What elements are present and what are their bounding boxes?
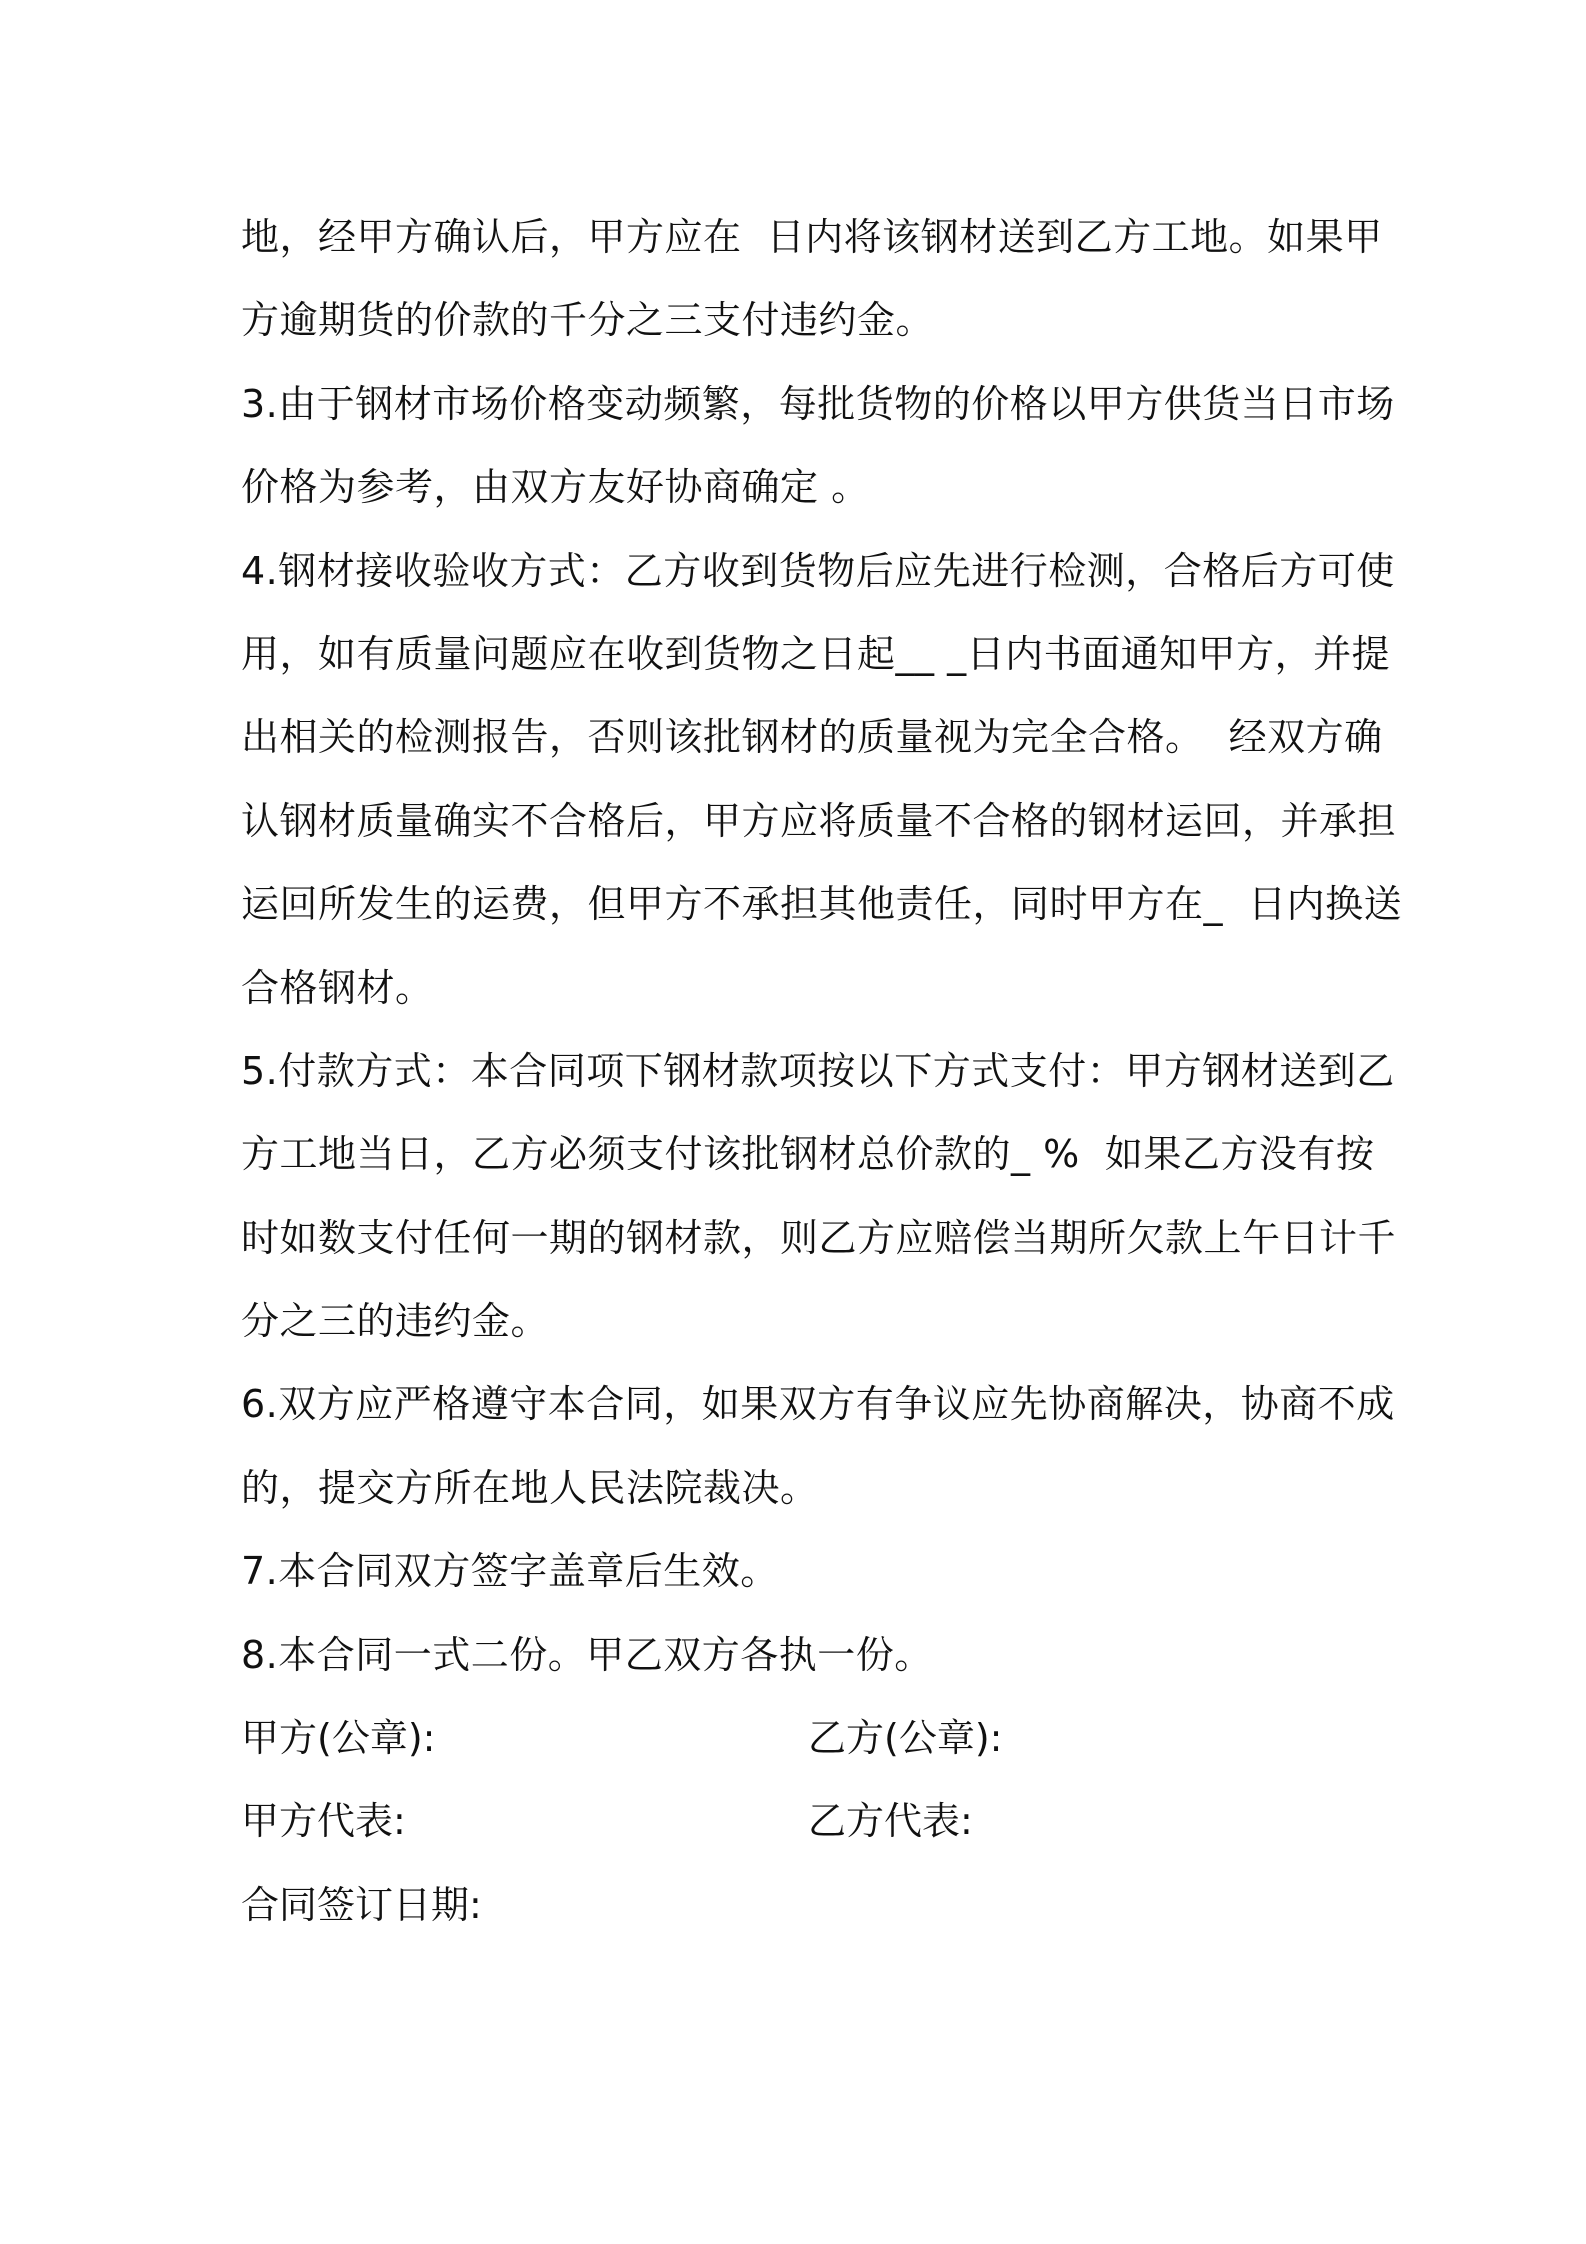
- clause-4-line: 4.钢材接收验收方式：乙方收到货物后应先进行检测，合格后方可使: [241, 548, 1395, 593]
- party-b-seal-label: 乙方(公章):: [808, 1716, 1003, 1761]
- contract-body: [241, 196, 1403, 1947]
- seal-row: [241, 1697, 1371, 1780]
- text-line: 地，经甲方确认后，甲方应在 日内将该钢材送到乙方工地。如果甲: [241, 215, 1383, 259]
- text-line: 方工地当日，乙方必须支付该批钢材总价款的_ % 如果乙方没有按: [241, 1132, 1375, 1177]
- text-line: 方逾期货的价款的千分之三支付违约金。: [241, 298, 935, 343]
- sign-date-label: 合同签订日期:: [241, 1882, 482, 1927]
- text-line: 运回所发生的运费，但甲方不承担其他责任，同时甲方在_ 日内换送: [241, 882, 1403, 927]
- text-line: 价格为参考，由双方友好协商确定 。: [241, 465, 870, 510]
- clause-8-line: 8.本合同一式二份。甲乙双方各执一份。: [241, 1632, 933, 1677]
- text-line: 用，如有质量问题应在收到货物之日起__ _日内书面通知甲方，并提: [241, 631, 1391, 676]
- clause-3-line: 3.由于钢材市场价格变动频繁，每批货物的价格以甲方供货当日市场: [241, 381, 1395, 426]
- text-line: 分之三的违约金。: [241, 1299, 550, 1344]
- clause-6-line: 6.双方应严格遵守本合同，如果双方有争议应先协商解决，协商不成: [241, 1382, 1395, 1427]
- text-line: 时如数支付任何一期的钢材款，则乙方应赔偿当期所欠款上午日计千: [241, 1215, 1397, 1260]
- party-a-seal-label: 甲方(公章):: [241, 1716, 436, 1761]
- representative-row: [241, 1780, 1371, 1863]
- text-line: 认钢材质量确实不合格后，甲方应将质量不合格的钢材运回，并承担: [241, 798, 1397, 843]
- clause-7-line: 7.本合同双方签字盖章后生效。: [241, 1549, 779, 1594]
- sign-date-row: [241, 1864, 1371, 1947]
- text-line: 出相关的检测报告，否则该批钢材的质量视为完全合格。 经双方确: [241, 715, 1383, 760]
- text-line: 的，提交方所在地人民法院裁决。: [241, 1465, 819, 1510]
- clause-5-line: 5.付款方式：本合同项下钢材款项按以下方式支付：甲方钢材送到乙: [241, 1048, 1395, 1093]
- party-a-rep-label: 甲方代表:: [241, 1799, 406, 1844]
- text-line: 合格钢材。: [241, 965, 434, 1010]
- party-b-rep-label: 乙方代表:: [808, 1799, 973, 1844]
